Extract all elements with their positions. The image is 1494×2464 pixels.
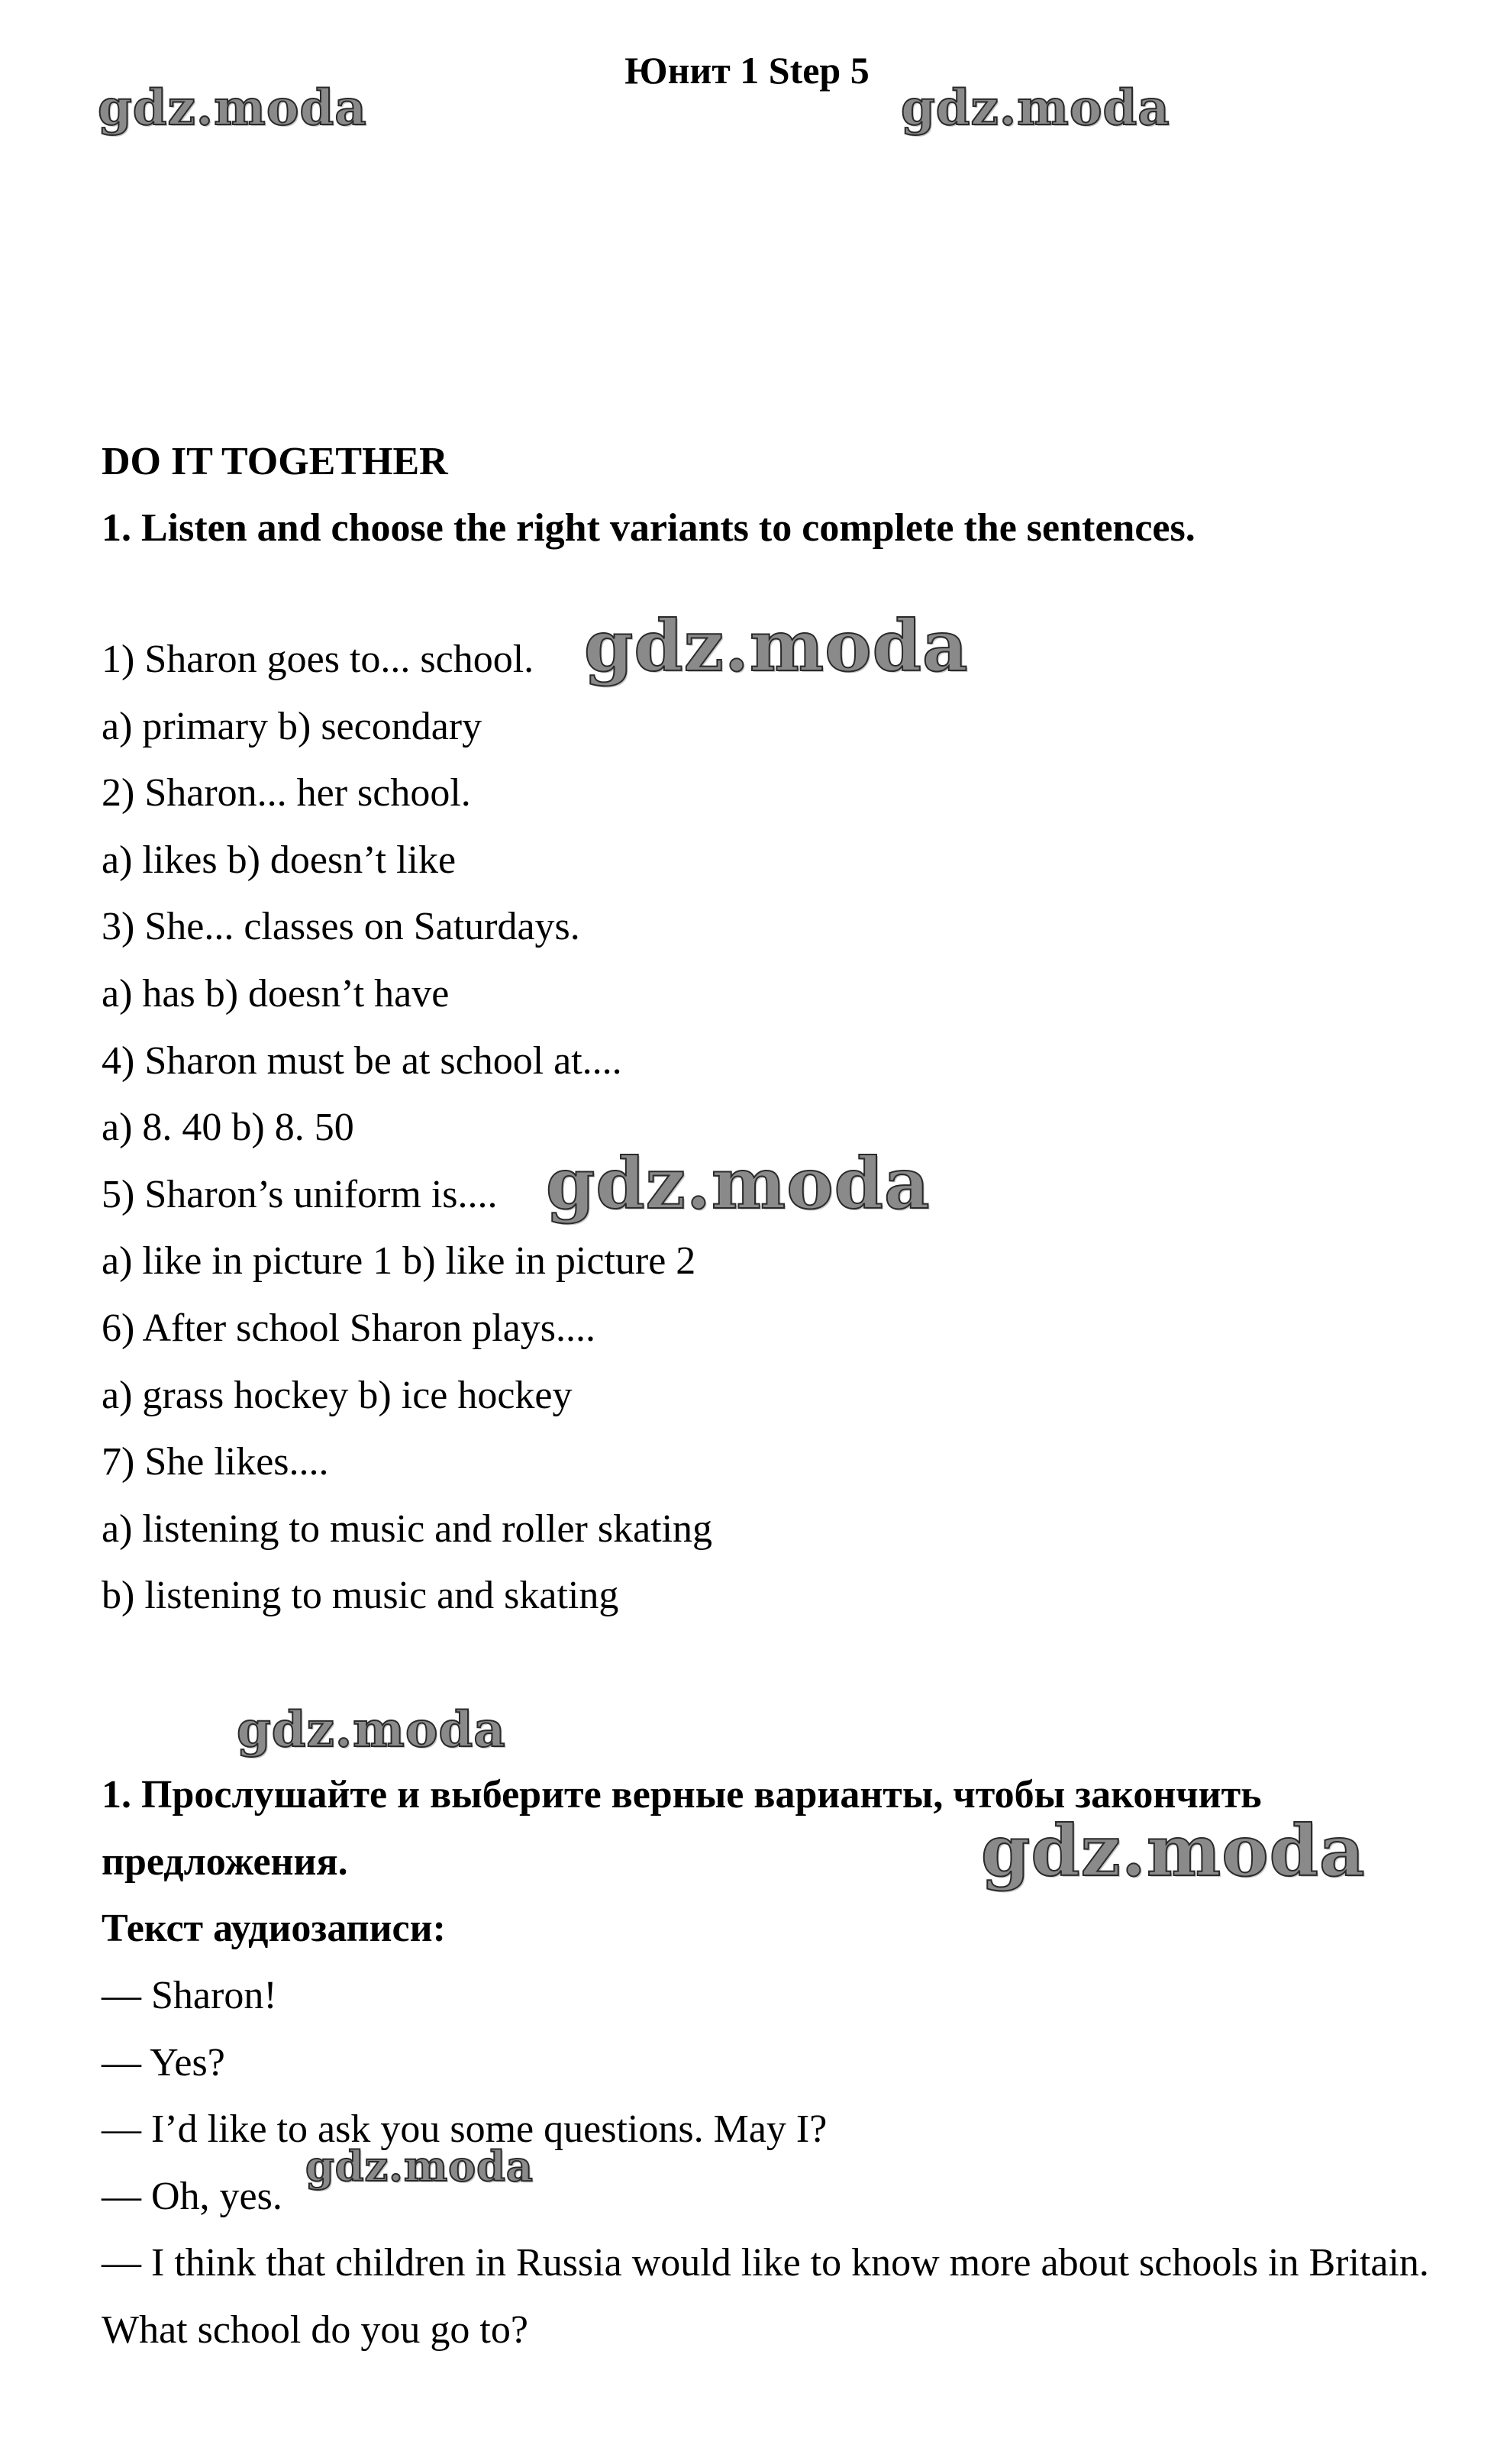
exercise-line: 2) Sharon... her school. bbox=[102, 771, 471, 815]
exercise-line: 1) Sharon goes to... school. bbox=[102, 638, 534, 681]
watermark-logo: gdz.moda bbox=[901, 79, 1170, 137]
exercise-line: a) likes b) doesn’t like bbox=[102, 838, 457, 882]
exercise-line: a) 8. 40 b) 8. 50 bbox=[102, 1106, 354, 1150]
ru-task-title: 1. Прослушайте и выберите верные варианты, чтобы закончить предложения. bbox=[102, 1773, 1262, 1884]
dialogue-line: — Oh, yes. bbox=[102, 2174, 282, 2218]
page-title: Юнит 1 Step 5 bbox=[624, 49, 870, 92]
exercise-line: 6) After school Sharon plays.... bbox=[102, 1306, 596, 1350]
task-title: 1. Listen and choose the right variants to complete the sentences. bbox=[102, 506, 1196, 550]
exercise-line: 3) She... classes on Saturdays. bbox=[102, 905, 580, 949]
exercise-line: a) has b) doesn’t have bbox=[102, 971, 450, 1016]
watermark-logo: gdz.moda bbox=[584, 605, 969, 687]
exercise-line: a) primary b) secondary bbox=[102, 704, 482, 748]
exercise-list bbox=[102, 626, 1445, 1629]
ru-transcript-label: Текст аудиозаписи: bbox=[102, 1907, 446, 1951]
watermark-logo: gdz.moda bbox=[237, 1701, 506, 1758]
exercise-line: a) listening to music and roller skating bbox=[102, 1506, 713, 1551]
watermark-logo: gdz.moda bbox=[98, 79, 367, 137]
exercise-line: a) grass hockey b) ice hockey bbox=[102, 1373, 573, 1417]
exercise-line: b) listening to music and skating bbox=[102, 1574, 619, 1618]
dialogue-line: — I think that children in Russia would like to know more about schools in Britain. What school do you go to? bbox=[102, 2241, 1429, 2352]
watermark-logo: gdz.moda bbox=[981, 1810, 1366, 1892]
ru-section bbox=[102, 1762, 1430, 1962]
dialogue-line: — Yes? bbox=[102, 2040, 225, 2085]
dialogue-line: — I’d like to ask you some questions. May I? bbox=[102, 2107, 828, 2152]
exercise-line: 7) She likes.... bbox=[102, 1440, 329, 1484]
exercise-line: 5) Sharon’s uniform is.... bbox=[102, 1172, 498, 1216]
exercise-line: 4) Sharon must be at school at.... bbox=[102, 1038, 622, 1083]
dialogue-list bbox=[102, 1962, 1445, 2364]
section-heading: DO IT TOGETHER bbox=[102, 440, 448, 483]
watermark-logo: gdz.moda bbox=[546, 1142, 931, 1225]
watermark-logo: gdz.moda bbox=[305, 2142, 534, 2191]
exercise-line: a) like in picture 1 b) like in picture 2 bbox=[102, 1239, 696, 1284]
dialogue-line: — Sharon! bbox=[102, 1974, 277, 2017]
